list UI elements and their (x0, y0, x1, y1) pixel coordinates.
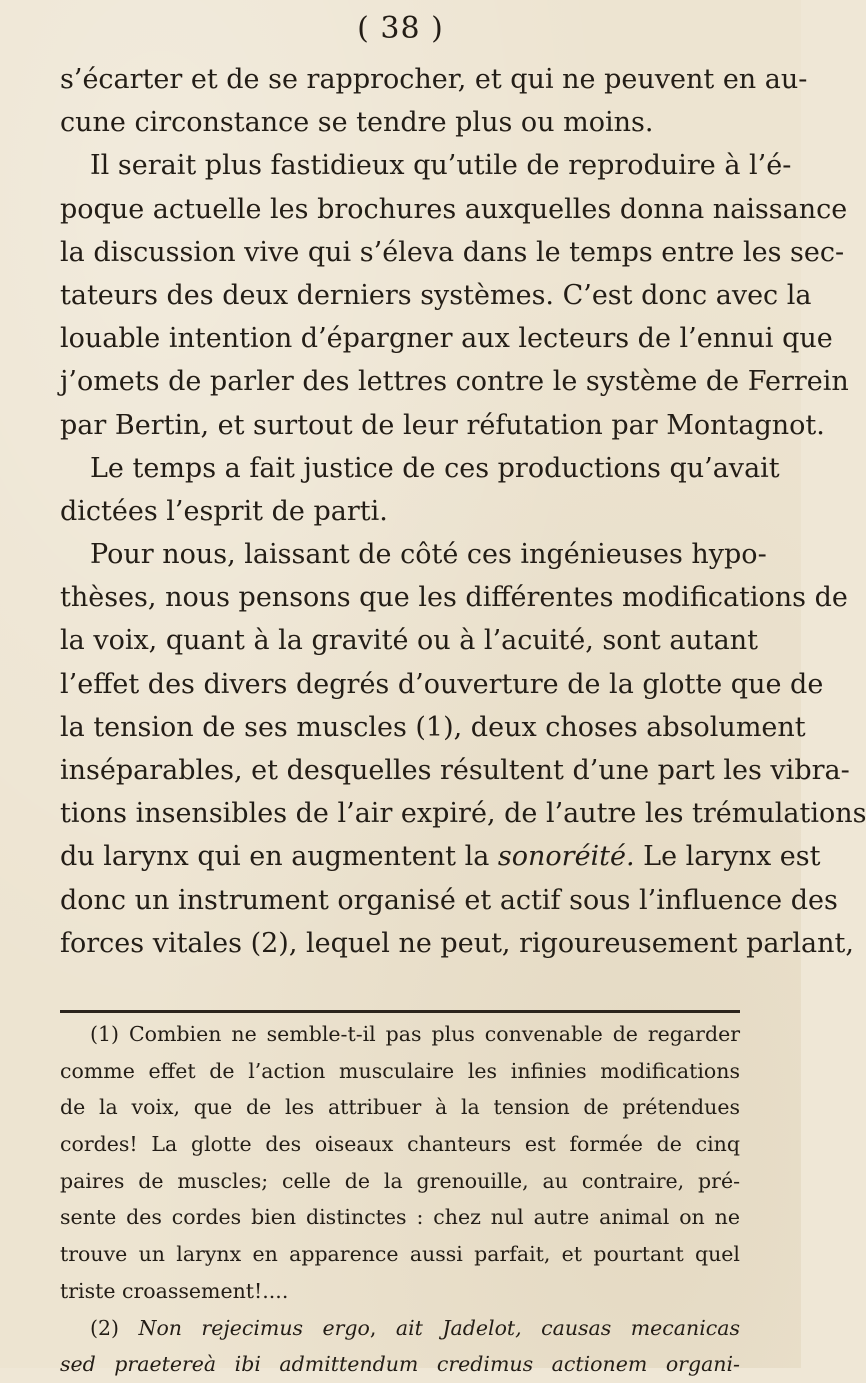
footnote-line: de la voix, que de les attribuer à la tension de prétendues (60, 1095, 740, 1120)
italic-phrase: ait Jadelot, causas mecanicas (395, 1315, 740, 1340)
text-line: j’omets de parler des lettres contre le système de Ferrein (60, 366, 849, 398)
footnote-line: comme effet de l’action musculaire les infinies modifications (60, 1058, 740, 1083)
footnote-divider (60, 1010, 740, 1013)
footnote-line: triste croassement!.... (60, 1278, 289, 1303)
text-line: s’écarter et de se rapprocher, et qui ne peuvent en au- (60, 64, 808, 95)
text-line: louable intention d’épargner aux lecteurs de l’ennui que (60, 323, 833, 355)
text-line: donc un instrument organisé et actif sous l’influence des (60, 884, 838, 916)
text-line (60, 835, 821, 878)
text-line: tateurs des deux derniers systèmes. C’est donc avec la (60, 279, 812, 311)
text-line: par Bertin, et surtout de leur réfutation par Montagnot. (60, 409, 825, 441)
text-segment: du larynx qui en augmentent la (60, 841, 490, 873)
text-segment: Le larynx est (634, 841, 821, 873)
text-line: la voix, quant à la gravité ou à l’acuité, sont autant (60, 625, 758, 657)
main-text (60, 58, 866, 965)
italic-phrase: Non rejecimus ergo (138, 1315, 370, 1340)
italic-word: sonoréité. (497, 841, 635, 873)
text-line: tions insensibles de l’air expiré, de l’autre les trémulations (60, 798, 866, 830)
footnote-line: sed praetereà ibi admittendum credimus actionem organi- (60, 1352, 740, 1377)
footnote-line: cordes! La glotte des oiseaux chanteurs est formée de cinq (60, 1132, 740, 1157)
text-line: thèses, nous pensons que les différentes modifications de (60, 582, 848, 614)
text-line: Pour nous, laissant de côté ces ingénieuses hypo- (90, 539, 767, 571)
text-line: Le temps a fait justice de ces productions qu’avait (90, 452, 780, 484)
text-segment: , (369, 1315, 377, 1340)
footnote-line: (1) Combien ne semble-t-il pas plus convenable de regarder (90, 1022, 740, 1046)
footnote-line (60, 1310, 740, 1347)
text-segment: (2) (90, 1315, 120, 1340)
text-line: forces vitales (2), lequel ne peut, rigoureusement parlant, (60, 927, 854, 959)
footnote-line: sente des cordes bien distinctes : chez nul autre animal on ne (60, 1205, 740, 1230)
text-line: la tension de ses muscles (1), deux choses absolument (60, 711, 806, 743)
text-line: l’effet des divers degrés d’ouverture de la glotte que de (60, 668, 824, 700)
text-line: cune circonstance se tendre plus ou moins. (60, 107, 654, 139)
text-line: la discussion vive qui s’éleva dans le temps entre les sec- (60, 236, 845, 268)
text-line: poque actuelle les brochures auxquelles donna naissance (60, 193, 848, 225)
page-number: ( 38 ) (357, 11, 444, 46)
text-line: dictées l’esprit de parti. (60, 495, 388, 527)
text-line: inséparables, et desquelles résultent d’une part les vibra- (60, 755, 850, 786)
footnote-line: trouve un larynx en apparence aussi parfait, et pourtant quel (60, 1242, 740, 1267)
footnotes (60, 1016, 740, 1383)
text-line: Il serait plus fastidieux qu’utile de reproduire à l’é- (90, 150, 792, 182)
footnote-line: paires de muscles; celle de la grenouille, au contraire, pré- (60, 1168, 740, 1193)
